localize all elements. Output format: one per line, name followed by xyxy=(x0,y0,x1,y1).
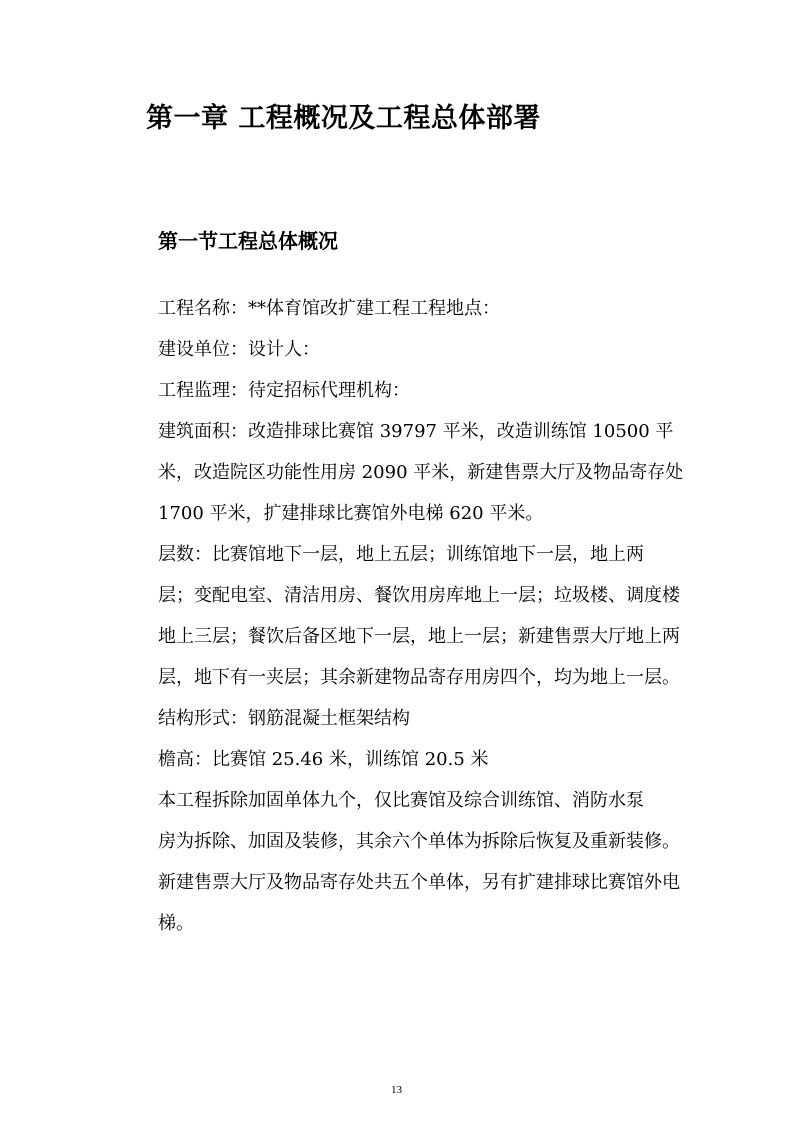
text-line: 1700 平米，扩建排球比赛馆外电梯 620 平米。 xyxy=(158,503,544,524)
text-line: 层；变配电室、清洁用房、餐饮用房库地上一层；垃圾楼、调度楼 xyxy=(158,585,680,606)
text-line: 工程名称：**体育馆改扩建工程工程地点： xyxy=(158,298,500,319)
text-line: 层数：比赛馆地下一层，地上五层；训练馆地下一层，地上两 xyxy=(158,544,644,565)
text-line: 层，地下有一夹层；其余新建物品寄存用房四个，均为地上一层。 xyxy=(158,667,680,688)
paragraph-building-area xyxy=(120,411,684,534)
body-text xyxy=(120,288,684,944)
paragraph-project-name xyxy=(120,288,665,329)
text-line: 建筑面积：改造排球比赛馆 39797 平米，改造训练馆 10500 平 xyxy=(158,421,674,442)
section-title: 第一节工程总体概况 xyxy=(158,229,338,253)
text-line: 工程监理：待定招标代理机构： xyxy=(158,380,410,401)
paragraph-supervision xyxy=(120,370,665,411)
text-line: 建设单位：设计人： xyxy=(158,339,320,360)
text-line: 本工程拆除加固单体九个，仅比赛馆及综合训练馆、消防水泵 xyxy=(158,790,644,811)
paragraph-owner xyxy=(120,329,665,370)
text-line: 新建售票大厅及物品寄存处共五个单体，另有扩建排球比赛馆外电 xyxy=(158,872,680,893)
text-line: 檐高：比赛馆 25.46 米，训练馆 20.5 米 xyxy=(158,749,489,770)
page-number: 13 xyxy=(391,1084,402,1096)
paragraph-scope xyxy=(120,780,680,944)
chapter-title: 第一章 工程概况及工程总体部署 xyxy=(146,103,541,134)
paragraph-structure xyxy=(120,698,665,739)
text-line: 房为拆除、加固及装修，其余六个单体为拆除后恢复及重新装修。 xyxy=(158,831,680,852)
text-line: 结构形式：钢筋混凝土框架结构 xyxy=(158,708,410,729)
paragraph-floors xyxy=(120,534,680,698)
paragraph-eave-height xyxy=(120,739,665,780)
text-line: 梯。 xyxy=(158,913,194,934)
text-line: 地上三层；餐饮后备区地下一层，地上一层；新建售票大厅地上两 xyxy=(158,626,680,647)
text-line: 米，改造院区功能性用房 2090 平米，新建售票大厅及物品寄存处 xyxy=(158,462,684,483)
